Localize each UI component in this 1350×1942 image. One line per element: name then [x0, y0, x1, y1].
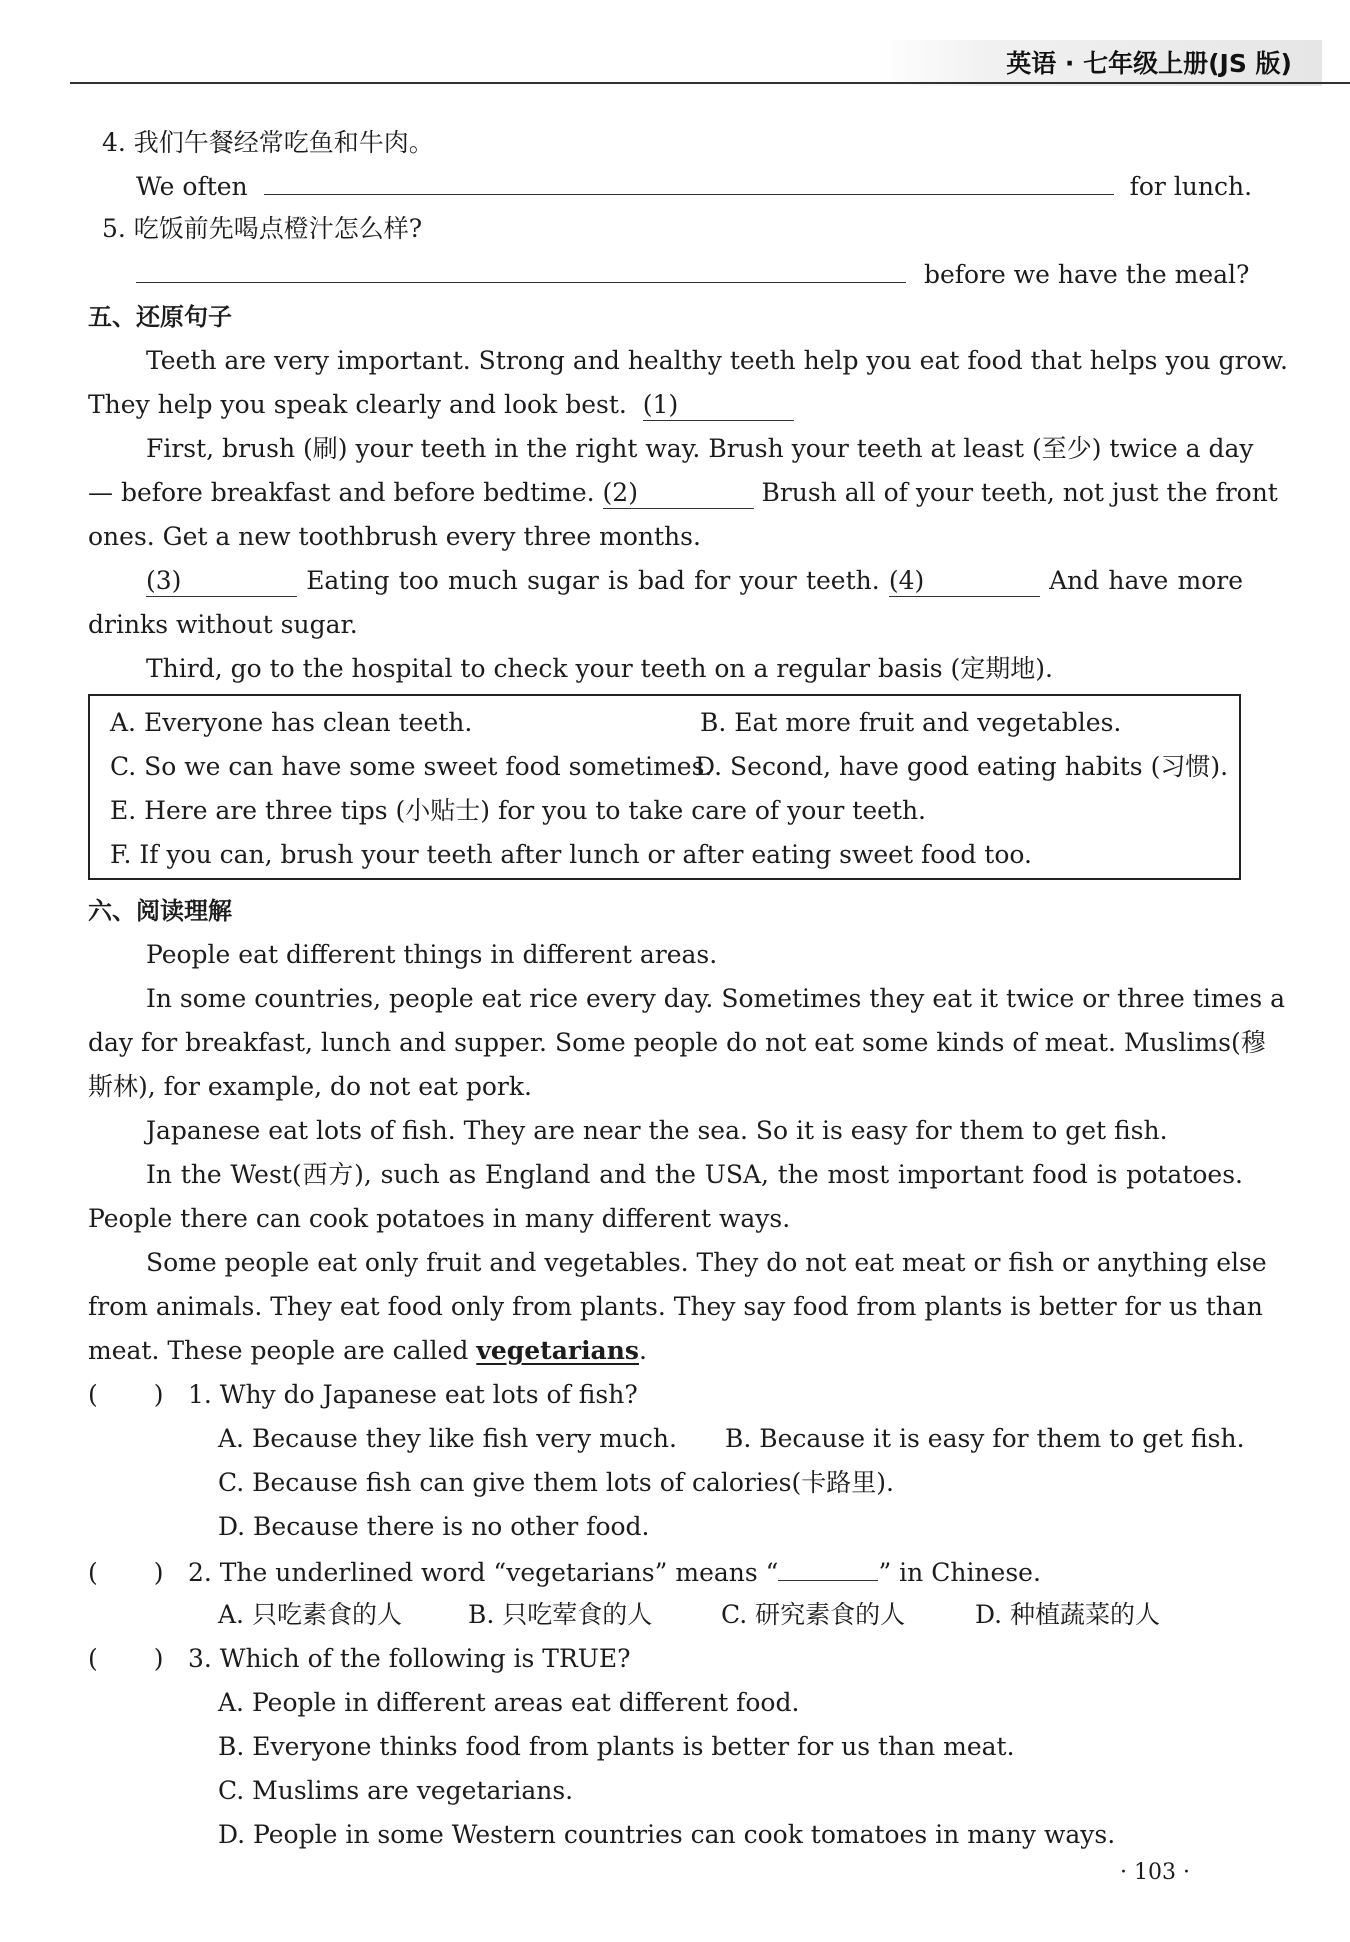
- q1-option-b: B. Because it is easy for them to get fish.: [725, 1424, 1245, 1453]
- q2-option-c: C. 研究素食的人: [721, 1600, 906, 1629]
- s5-p2b-post: Brush all of your teeth, not just the front: [761, 478, 1278, 507]
- option-d: D. Second, have good eating habits (习惯).: [695, 752, 1229, 781]
- q2-line: [88, 1556, 1041, 1588]
- q2-stem-post: ” in Chinese.: [878, 1558, 1041, 1587]
- q2-stem-pre: 2. The underlined word “vegetarians” means “: [187, 1558, 779, 1587]
- book-title: 英语 · 七年级上册(JS 版): [876, 40, 1322, 86]
- section5-heading: 五、还原句子: [88, 303, 232, 331]
- blank-4[interactable]: (4): [889, 566, 1040, 597]
- blank-2[interactable]: (2): [603, 478, 754, 509]
- q1-option-a: A. Because they like fish very much.: [218, 1424, 677, 1453]
- q2-answer-bracket[interactable]: ( ): [88, 1558, 164, 1587]
- r4b: People there can cook potatoes in many different ways.: [88, 1204, 791, 1233]
- s5-p1a: Teeth are very important. Strong and healthy teeth help you eat food that helps you grow.: [146, 346, 1288, 375]
- option-b: B. Eat more fruit and vegetables.: [700, 708, 1122, 737]
- blank-1[interactable]: (1): [643, 390, 794, 421]
- q3-answer-bracket[interactable]: ( ): [88, 1644, 164, 1673]
- r5a: Some people eat only fruit and vegetables. They do not eat meat or fish or anything else: [146, 1248, 1267, 1277]
- r4a: In the West(西方), such as England and the USA, the most important food is potatoes.: [146, 1160, 1243, 1189]
- q4-answer-blank[interactable]: [264, 170, 1114, 195]
- blank-3[interactable]: (3): [146, 566, 297, 597]
- q3-stem: 3. Which of the following is TRUE?: [187, 1644, 631, 1673]
- r2a: In some countries, people eat rice every day. Sometimes they eat it twice or three times a: [146, 984, 1286, 1013]
- q3-option-d: D. People in some Western countries can cook tomatoes in many ways.: [218, 1820, 1116, 1849]
- r2c: 斯林), for example, do not eat pork.: [88, 1072, 532, 1101]
- q2-option-a: A. 只吃素食的人: [218, 1600, 402, 1629]
- q1-option-c: C. Because fish can give them lots of calories(卡路里).: [218, 1468, 894, 1497]
- options-box: [88, 694, 1241, 880]
- section6-heading: 六、阅读理解: [88, 897, 232, 925]
- q4-after: for lunch.: [1129, 172, 1253, 201]
- q2-option-b: B. 只吃荤食的人: [468, 1600, 653, 1629]
- q5-line: [136, 258, 1249, 290]
- q1-line: [88, 1380, 638, 1410]
- page-number: · 103 ·: [1120, 1860, 1190, 1885]
- s5-p2a: First, brush (刷) your teeth in the right way. Brush your teeth at least (至少) twice a day: [146, 434, 1254, 463]
- q1-answer-bracket[interactable]: ( ): [88, 1380, 164, 1409]
- q3-line: [88, 1644, 631, 1674]
- s5-p3b: drinks without sugar.: [88, 610, 358, 639]
- r5c-pre: meat. These people are called: [88, 1336, 469, 1365]
- q1-stem: 1. Why do Japanese eat lots of fish?: [187, 1380, 638, 1409]
- s5-p4: Third, go to the hospital to check your teeth on a regular basis (定期地).: [146, 654, 1053, 683]
- q4-before: We often: [136, 172, 248, 201]
- option-c: C. So we can have some sweet food sometimes.: [110, 752, 713, 781]
- r3: Japanese eat lots of fish. They are near the sea. So it is easy for them to get fish.: [146, 1116, 1168, 1145]
- s5-p2b-pre: — before breakfast and before bedtime.: [88, 478, 595, 507]
- underlined-word-vegetarians: vegetarians: [476, 1336, 640, 1365]
- s5-p3a-post: And have more: [1049, 566, 1244, 595]
- q4-prompt: 4. 我们午餐经常吃鱼和牛肉。: [102, 128, 434, 157]
- option-a: A. Everyone has clean teeth.: [110, 708, 473, 737]
- q3-option-c: C. Muslims are vegetarians.: [218, 1776, 574, 1805]
- r5b: from animals. They eat food only from plants. They say food from plants is better for us than: [88, 1292, 1263, 1321]
- q3-option-b: B. Everyone thinks food from plants is better for us than meat.: [218, 1732, 1015, 1761]
- r5c-post: .: [639, 1336, 647, 1365]
- q2-blank[interactable]: [778, 1556, 878, 1581]
- r2b: day for breakfast, lunch and supper. Some people do not eat some kinds of meat. Muslims(穆: [88, 1028, 1266, 1057]
- option-f: F. If you can, brush your teeth after lunch or after eating sweet food too.: [110, 840, 1032, 869]
- r5c-line: [88, 1336, 647, 1366]
- q5-answer-blank[interactable]: [136, 258, 906, 283]
- s5-p1b: They help you speak clearly and look best.: [88, 390, 627, 419]
- option-e: E. Here are three tips (小贴士) for you to take care of your teeth.: [110, 796, 927, 825]
- q5-prompt: 5. 吃饭前先喝点橙汁怎么样?: [102, 214, 423, 243]
- q3-option-a: A. People in different areas eat different food.: [218, 1688, 800, 1717]
- s5-p3a-mid: Eating too much sugar is bad for your teeth.: [306, 566, 880, 595]
- page-header: [0, 0, 1350, 90]
- s5-p2b-line: [88, 478, 1278, 509]
- r1: People eat different things in different areas.: [146, 940, 718, 969]
- s5-p2c: ones. Get a new toothbrush every three months.: [88, 522, 701, 551]
- q2-option-d: D. 种植蔬菜的人: [975, 1600, 1161, 1629]
- s5-p3a-line: [88, 566, 1243, 597]
- q1-option-d: D. Because there is no other food.: [218, 1512, 650, 1541]
- header-rule: [70, 82, 1350, 84]
- s5-p1b-line: [88, 390, 794, 421]
- q4-line: [136, 170, 1252, 202]
- q5-after: before we have the meal?: [923, 260, 1250, 289]
